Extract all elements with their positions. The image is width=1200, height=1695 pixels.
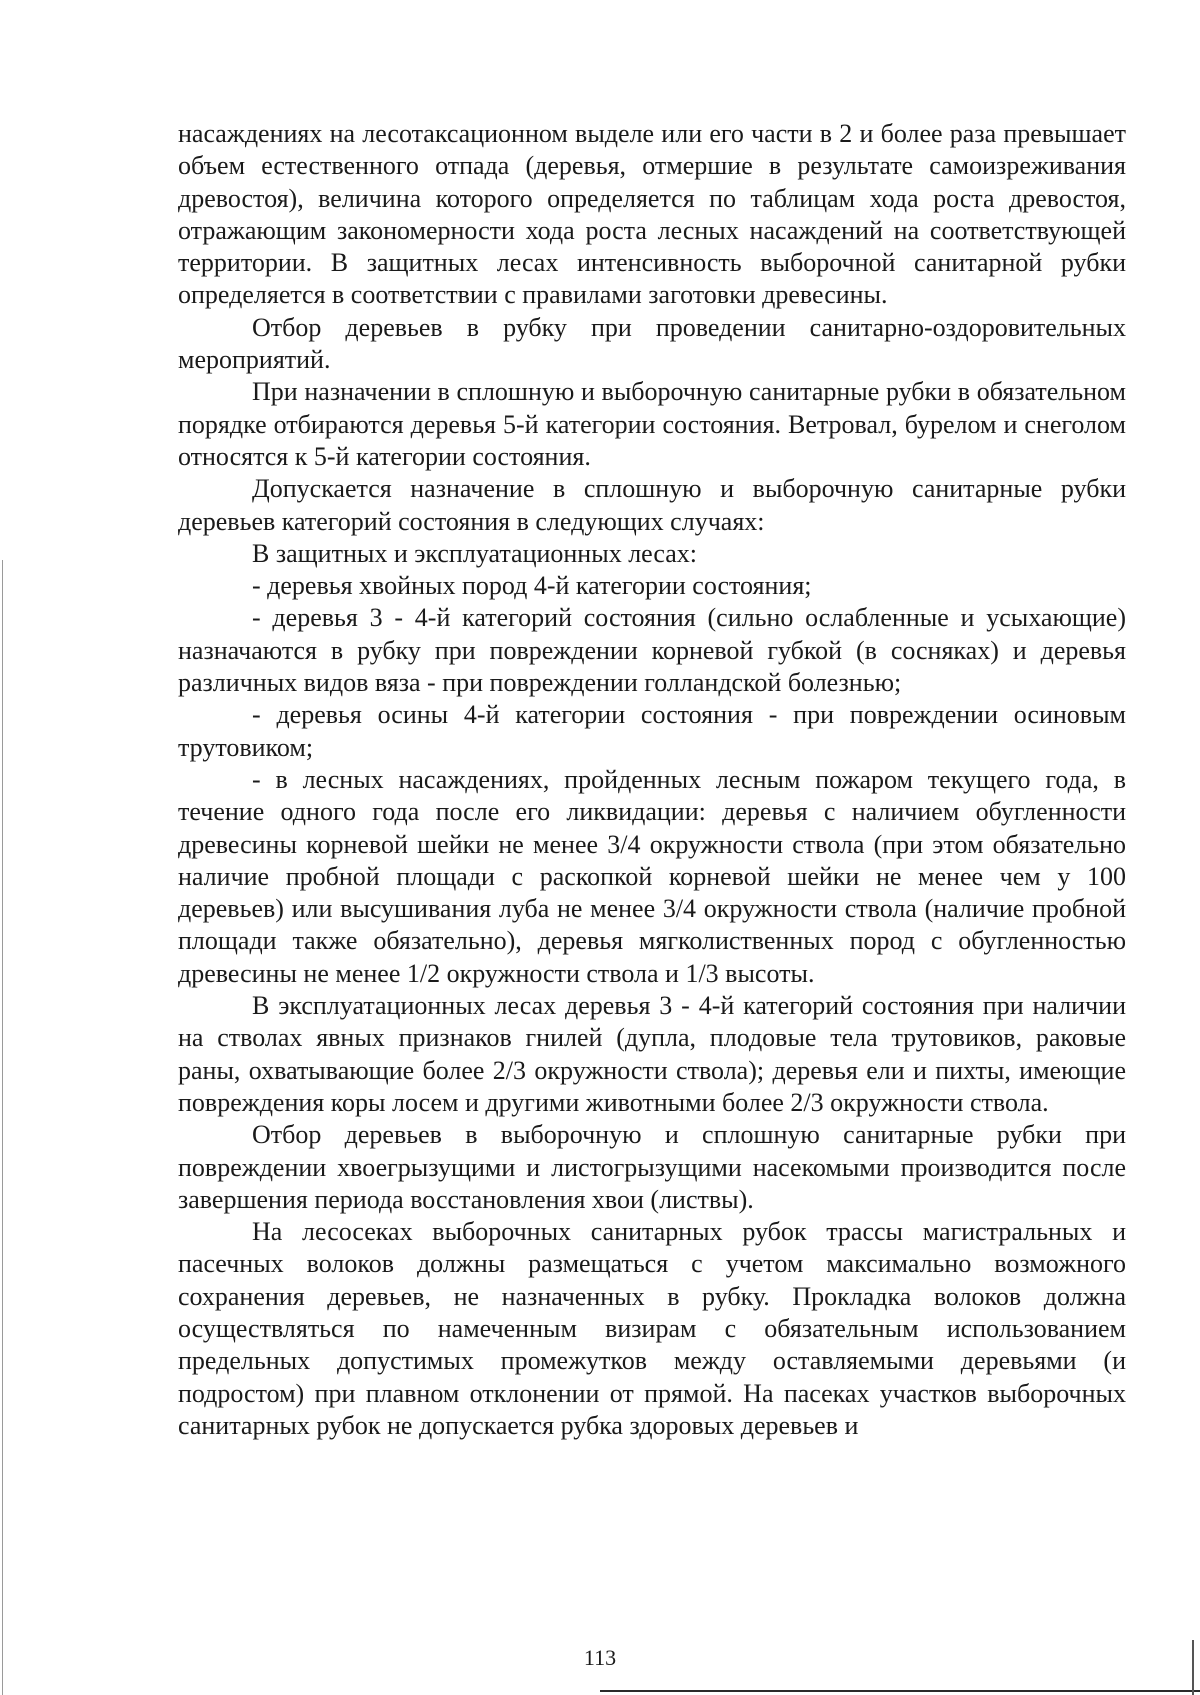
paragraph-11: Отбор деревьев в выборочную и сплошную санитарные рубки при повреждении хвоегрызущими и листогрызущими насекомыми производится после завершения периода восстановления хвои (листвы). <box>178 1120 1126 1214</box>
paragraph-4: Допускается назначение в сплошную и выборочную санитарные рубки деревьев категорий состояния в следующих случаях: <box>178 474 1126 536</box>
scan-edge-left <box>2 560 3 1695</box>
paragraph-5: В защитных и эксплуатационных лесах: <box>252 538 697 568</box>
paragraph-8: - деревья осины 4-й категории состояния - при повреждении осиновым трутовиком; <box>178 700 1126 762</box>
paragraph-10: В эксплуатационных лесах деревья 3 - 4-й категорий состояния при наличии на стволах явных признаков гнилей (дупла, плодовые тела трутовиков, раковые раны, охватывающие более 2/3 окружности ствола); деревья ели и пихты, имеющие повреждения коры лосем и другими животными более 2/3 окружности ствола. <box>178 991 1126 1117</box>
page-number: 113 <box>583 1645 617 1670</box>
scan-edge-right <box>1192 1640 1194 1695</box>
paragraph-6: - деревья хвойных пород 4-й категории состояния; <box>252 571 812 601</box>
paragraph-9: - в лесных насаждениях, пройденных лесным пожаром текущего года, в течение одного года после его ликвидации: деревья с наличием обугленности древесины корневой шейки не менее 3/4 окружности ствола (при этом обязательно наличие пробной площади с раскопкой корневой шейки не менее чем у 100 деревьев) или высушивания луба не менее 3/4 окружности ствола (наличие пробной площади также обязательно), деревья мягколиственных пород с обугленностью древесины не менее 1/2 окружности ствола и 1/3 высоты. <box>178 764 1126 988</box>
paragraph-1: насаждениях на лесотаксационном выделе или его части в 2 и более раза превышает объем естественного отпада (деревья, отмершие в результате самоизреживания древостоя), величина которого определяется по таблицам хода роста древостоя, отражающим закономерности хода роста лесных насаждений на соответствующей территории. В защитных лесах интенсивность выборочной санитарной рубки определяется в соответствии с правилами заготовки древесины. <box>178 119 1126 310</box>
document-body <box>178 118 1126 1442</box>
paragraph-3: При назначении в сплошную и выборочную санитарные рубки в обязательном порядке отбираются деревья 5-й категории состояния. Ветровал, бурелом и снеголом относятся к 5-й категории состояния. <box>178 377 1126 471</box>
paragraph-2: Отбор деревьев в рубку при проведении санитарно-оздоровительных мероприятий. <box>178 312 1126 375</box>
paragraph-12: На лесосеках выборочных санитарных рубок трассы магистральных и пасечных волоков должны размещаться с учетом максимально возможного сохранения деревьев, не назначенных в рубку. Прокладка волоков должна осуществляться по намеченным визирам с обязательным использованием предельных допустимых промежутков между оставляемыми деревьями (и подростом) при плавном отклонении от прямой. На пасеках участков выборочных санитарных рубок не допускается рубка здоровых деревьев и <box>178 1217 1126 1440</box>
paragraph-7: - деревья 3 - 4-й категорий состояния (сильно ослабленные и усыхающие) назначаются в рубку при повреждении корневой губкой (в сосняках) и деревья различных видов вяза - при повреждении голландской болезнью; <box>178 603 1126 698</box>
scan-edge-bottom <box>600 1690 1200 1692</box>
